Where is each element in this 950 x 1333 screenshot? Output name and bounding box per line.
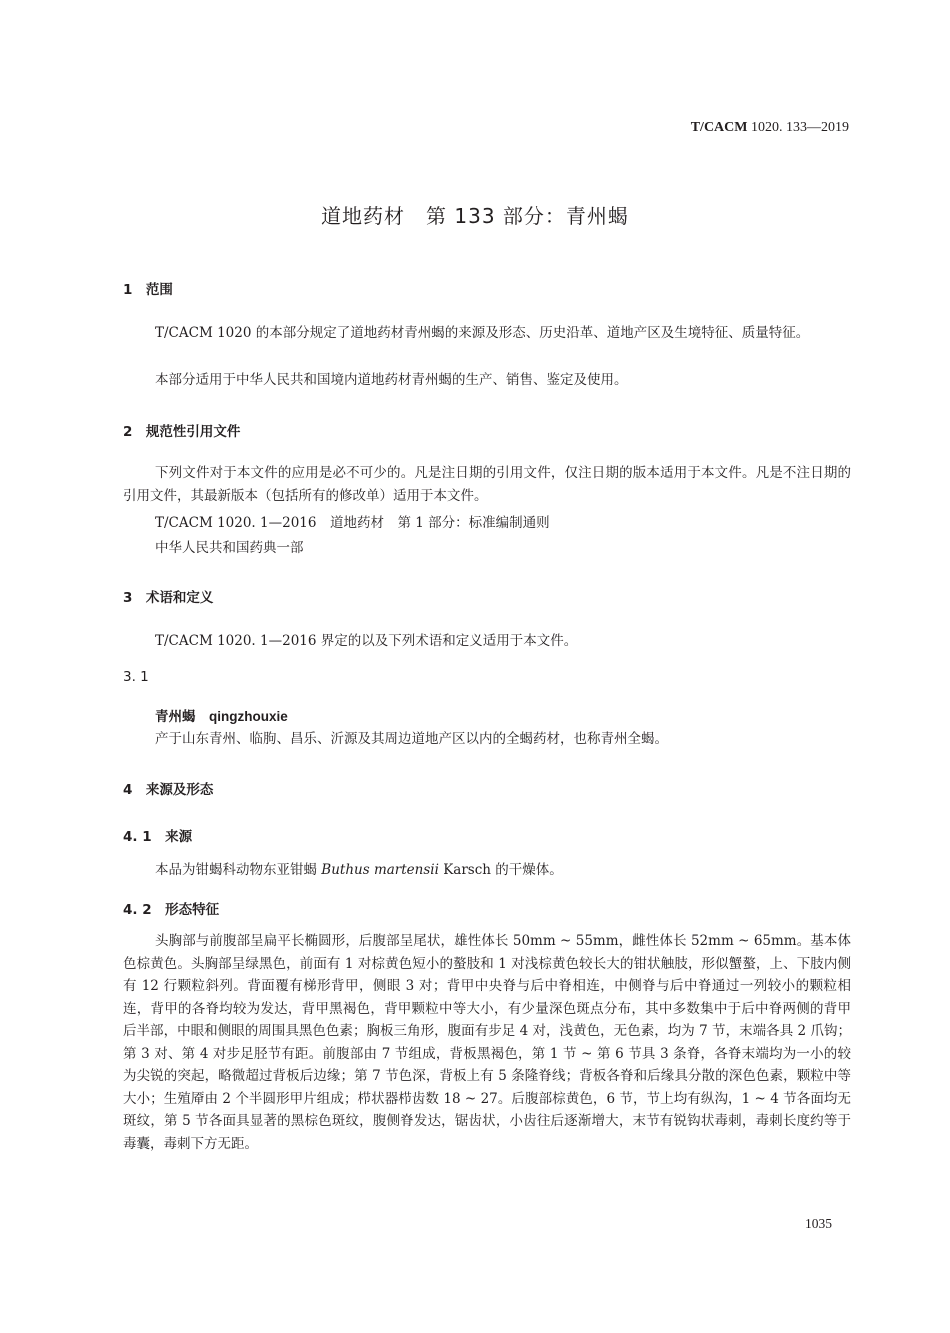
normative-reference-2: 中华人民共和国药典一部 (155, 540, 304, 556)
section-1-heading: 1 范围 (123, 282, 173, 298)
section-3-paragraph-1: T/CACM 1020. 1—2016 界定的以及下列术语和定义适用于本文件。 (155, 633, 578, 649)
term-chinese: 青州蝎 (155, 709, 196, 725)
section-1-paragraph-2: 本部分适用于中华人民共和国境内道地药材青州蝎的生产、销售、鉴定及使用。 (155, 372, 628, 388)
subsection-4-2-heading: 4. 2 形态特征 (123, 902, 220, 918)
standard-code (691, 120, 849, 136)
document-title: 道地药材 第 133 部分：青州蝎 (321, 204, 629, 228)
section-2-paragraph-1: 下列文件对于本文件的应用是必不可少的。凡是注日期的引用文件，仅注日期的版本适用于本文件。凡是不注日期的引用文件，其最新版本（包括所有的修改单）适用于本文件。 (123, 465, 851, 504)
section-2-heading: 2 规范性引用文件 (123, 424, 241, 440)
source-text-after: Karsch 的干燥体。 (438, 862, 563, 878)
term-english: qingzhouxie (209, 709, 288, 724)
subsection-3-1-heading: 3. 1 (123, 669, 149, 685)
page-number: 1035 (805, 1216, 832, 1231)
normative-reference-1: T/CACM 1020. 1—2016 道地药材 第 1 部分：标准编制通则 (155, 515, 550, 531)
subsection-4-1-heading: 4. 1 来源 (123, 829, 193, 845)
source-latin-name: Buthus martensii (321, 862, 439, 878)
subsection-4-1-text (155, 859, 563, 882)
section-1-paragraph-1: T/CACM 1020 的本部分规定了道地药材青州蝎的来源及形态、历史沿革、道地产区及生境特征、质量特征。 (155, 325, 810, 341)
source-text-before: 本品为钳蝎科动物东亚钳蝎 (155, 862, 322, 878)
term-definition: 产于山东青州、临朐、昌乐、沂源及其周边道地产区以内的全蝎药材，也称青州全蝎。 (155, 731, 668, 747)
section-3-heading: 3 术语和定义 (123, 590, 214, 606)
subsection-4-2-text: 头胸部与前腹部呈扁平长椭圆形，后腹部呈尾状，雄性体长 50mm ~ 55mm，雌性体长 52mm ~ 65mm。基本体色棕黄色。头胸部呈绿黑色，前面有 1 对棕黄色短小的螯肢和 1 对浅棕黄色较长大的钳状触肢，形似蟹螯，上、下肢内侧有 12 行颗粒斜列。背面覆有梯形背甲，侧眼 3 对；背甲中央脊与后中脊相连，中侧脊与后中脊通过一列较小的颗粒相连，背甲的各脊均较为发达，背甲黑褐色，背甲颗粒中等大小，有少量深色斑点分布，其中多数集中于后中脊两侧的背甲后半部，中眼和侧眼的周围具黑色色素；胸板三角形，腹面有步足 4 对，浅黄色，无色素，均为 7 节，末端各具 2 爪钩；第 3 对、第 4 对步足胫节有距。前腹部由 7 节组成，背板黑褐色，第 1 节 ~ 第 6 节具 3 条脊，各脊末端均为一小的较为尖锐的突起，略微超过背板后边缘；第 7 节色深，背板上有 5 条隆脊线；背板各脊和后缘具分散的深色色素，颗粒中等大小；生殖厣由 2 个半圆形甲片组成；栉状器栉齿数 18 ~ 27。后腹部棕黄色，6 节，节上均有纵沟，1 ~ 4 节各面均无斑纹，第 5 节各面具显著的黑棕色斑纹，腹侧脊发达，锯齿状，小齿往后逐渐增大，末节有锐钩状毒刺，毒刺长度约等于毒囊，毒刺下方无距。 (123, 933, 851, 1152)
term-entry (155, 705, 288, 725)
section-4-heading: 4 来源及形态 (123, 782, 214, 798)
standard-code-number: 1020. 133—2019 (747, 120, 849, 135)
standard-code-prefix: T/CACM (690, 120, 748, 135)
